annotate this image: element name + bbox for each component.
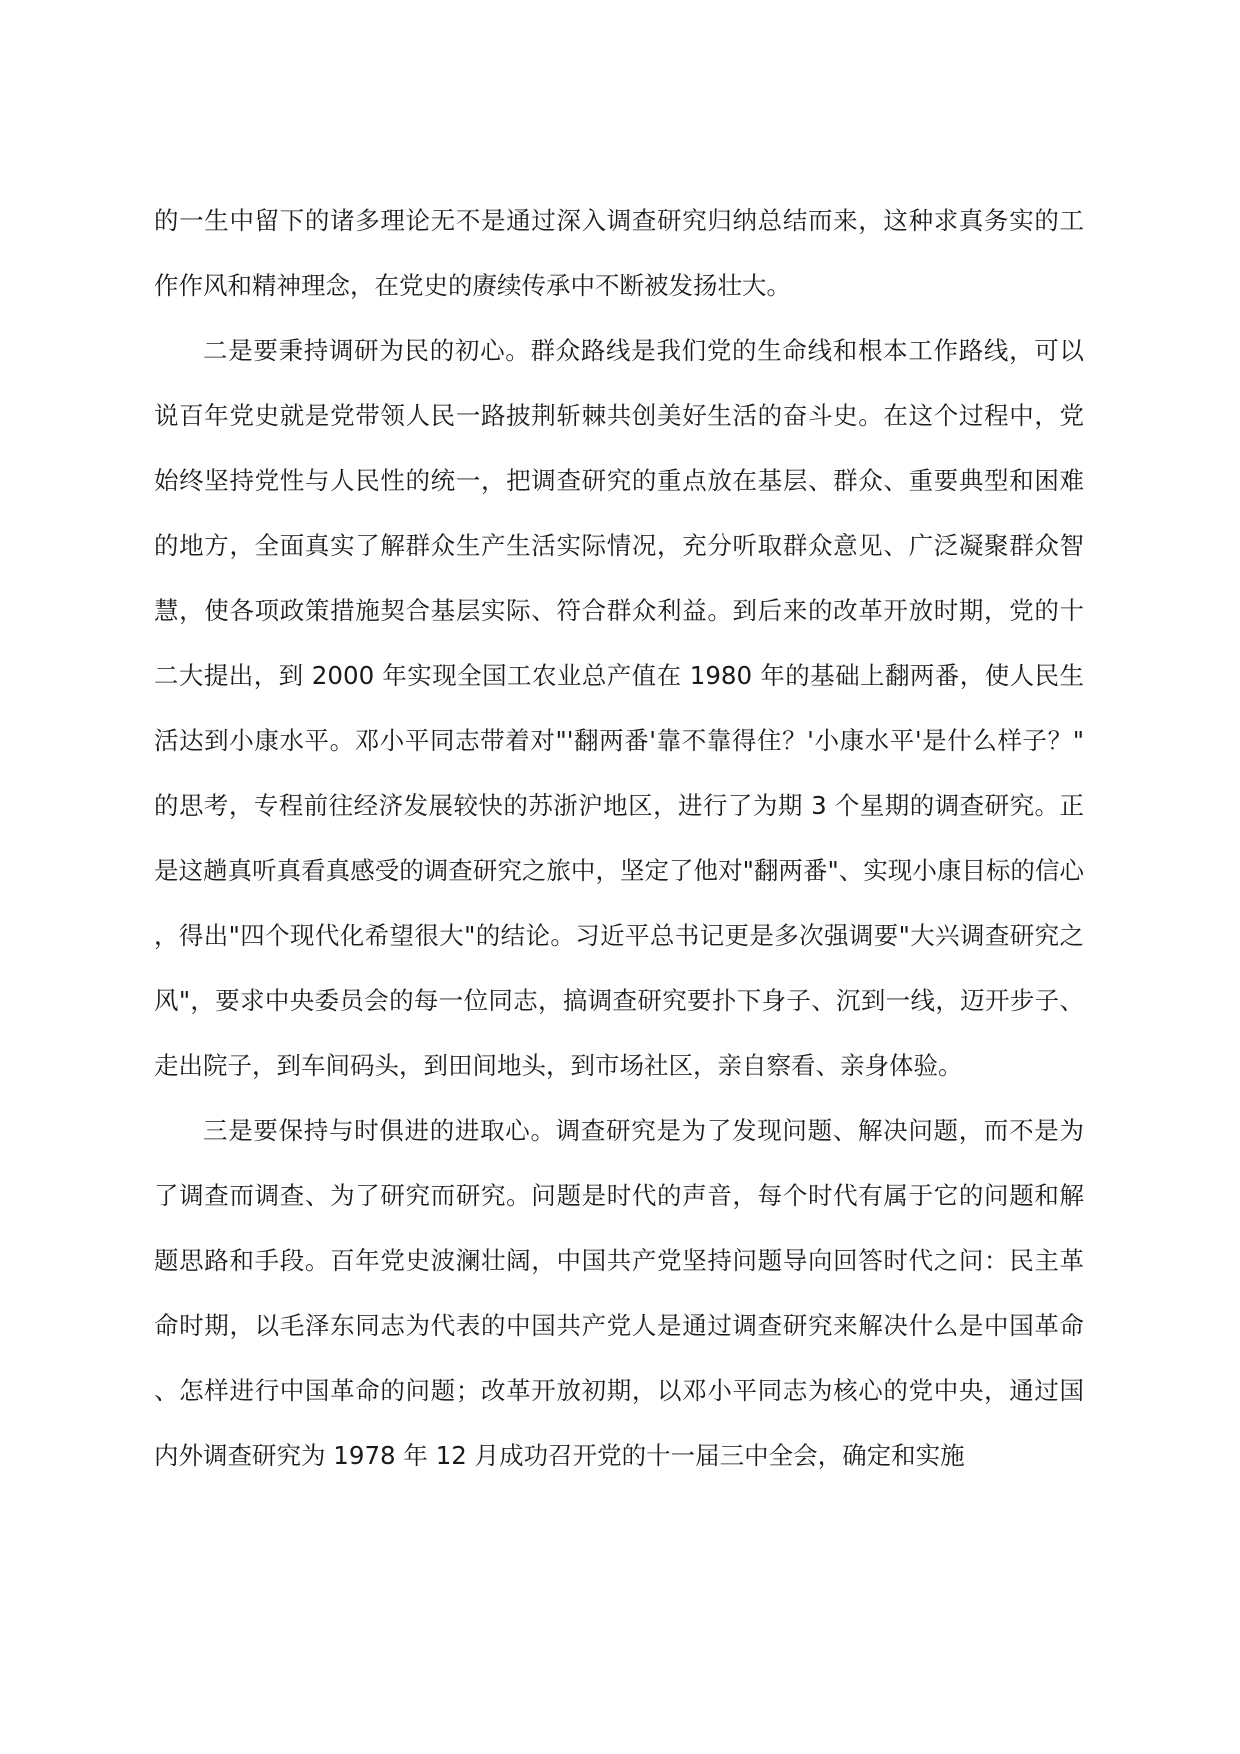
paragraph-2: 二是要秉持调研为民的初心。群众路线是我们党的生命线和根本工作路线，可以说百年党史就是党带领人民一路披荆斩棘共创美好生活的奋斗史。在这个过程中，党始终坚持党性与人民性的统一，把调查研究的重点放在基层、群众、重要典型和困难的地方，全面真实了解群众生产生活实际情况，充分听取群众意见、广泛凝聚群众智慧，使各项政策措施契合基层实际、符合群众利益。到后来的改革开放时期，党的十二大提出，到 2000 年实现全国工农业总产值在 1980 年的基础上翻两番，使人民生活达到小康水平。邓小平同志带着对"'翻两番'靠不靠得住？'小康水平'是什么样子？"的思考，专程前往经济发展较快的苏浙沪地区，进行了为期 3 个星期的调查研究。正是这趟真听真看真感受的调查研究之旅中，坚定了他对"翻两番"、实现小康目标的信心，得出"四个现代化希望很大"的结论。习近平总书记更是多次强调要"大兴调查研究之风"，要求中央委员会的每一位同志，搞调查研究要扑下身子、沉到一线，迈开步子、走出院子，到车间码头，到田间地头，到市场社区，亲自察看、亲身体验。 [154,336,1084,1080]
paragraph-1: 的一生中留下的诸多理论无不是通过深入调查研究归纳总结而来，这种求真务实的工作作风和精神理念，在党史的赓续传承中不断被发扬壮大。 [154,206,1084,300]
paragraph-3: 三是要保持与时俱进的进取心。调查研究是为了发现问题、解决问题，而不是为了调查而调查、为了研究而研究。问题是时代的声音，每个时代有属于它的问题和解题思路和手段。百年党史波澜壮阔，中国共产党坚持问题导向回答时代之问：民主革命时期，以毛泽东同志为代表的中国共产党人是通过调查研究来解决什么是中国革命、怎样进行中国革命的问题；改革开放初期，以邓小平同志为核心的党中央，通过国内外调查研究为 1978 年 12 月成功召开党的十一届三中全会，确定和实施 [154,1116,1084,1470]
document-body [154,188,1084,1488]
